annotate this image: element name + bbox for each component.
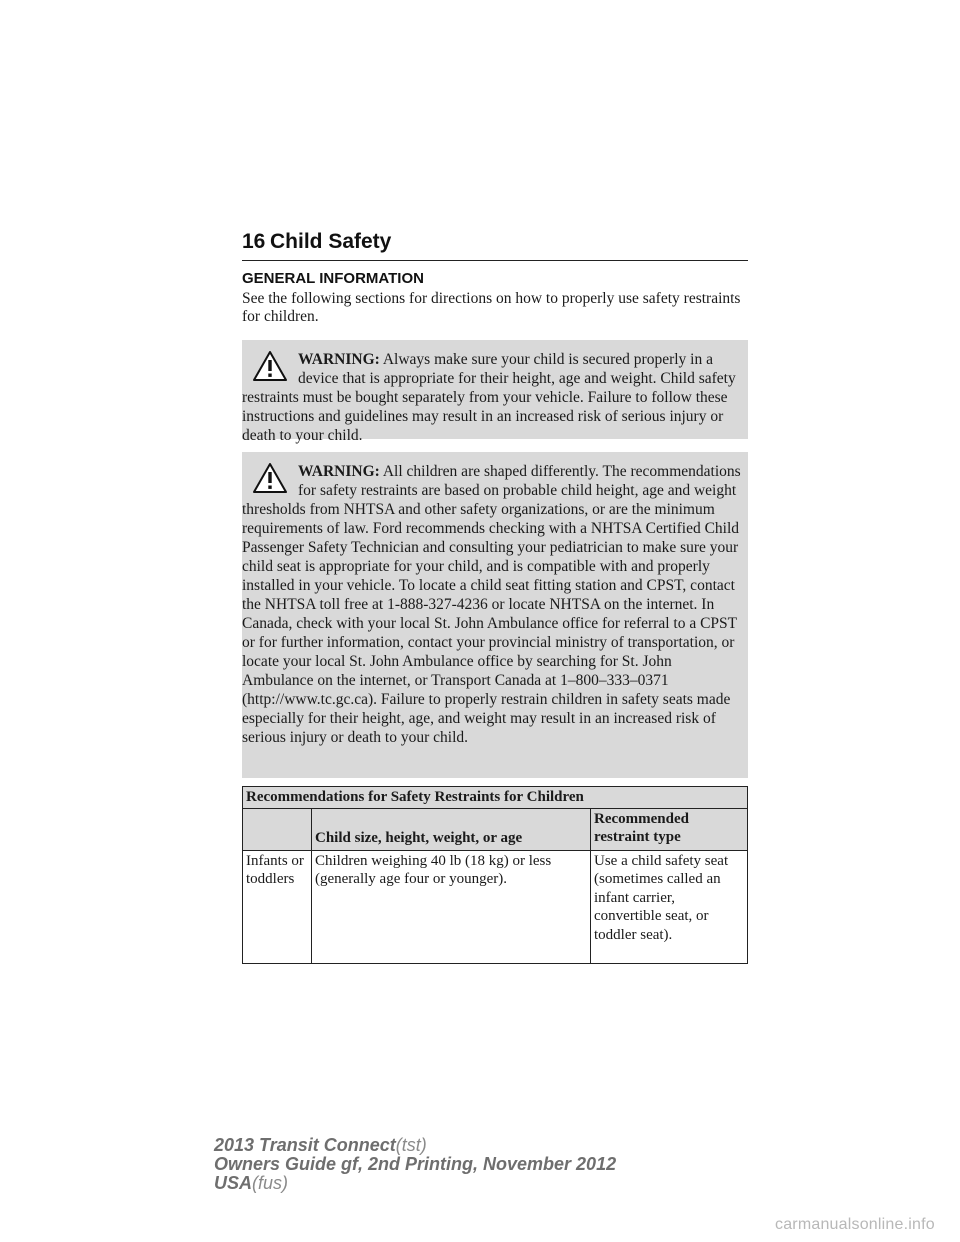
column-header-category: [243, 808, 312, 850]
watermark: carmanualsonline.info: [775, 1216, 935, 1233]
table-cell: Children weighing 40 lb (18 kg) or less (generally age four or younger).: [312, 850, 591, 963]
warning-box: [242, 452, 748, 778]
section-heading: GENERAL INFORMATION: [242, 270, 424, 287]
footer-market-code: (fus): [252, 1173, 289, 1193]
document-footer: [214, 1136, 616, 1193]
table-header-row: [243, 808, 748, 850]
footer-model-code: (tst): [395, 1135, 427, 1155]
table-caption: Recommendations for Safety Restraints for Children: [243, 787, 748, 809]
column-header-child-size: Child size, height, weight, or age: [312, 808, 591, 850]
warning-label: WARNING:: [298, 463, 380, 480]
column-header-restraint-type: Recommended restraint type: [591, 808, 748, 850]
footer-model: 2013 Transit Connect: [214, 1135, 396, 1155]
table-row: [243, 850, 748, 963]
warning-body-text: child height, age and weight thresholds from NHTSA and other safety organizations, or are the minimum requirements of law. Ford recommends checking with a NHTSA Certified Child Passenger Safety Technician and consulting your pediatrician to make sure your child seat is appropriate for your child, and is compatible with and properly installed in your vehicle. To locate a child seat fitting station and CPST, contact the NHTSA toll free at 1-888-327-4236 or locate NHTSA on the internet. In Canada, check with your local St. John Ambulance office for referral to a CPST or for further information, contact your provincial ministry of transportation, or locate your local St. John Ambulance office by searching for St. John Ambulance on the internet, or Transport Canada at 1–800–333–0371 (http://www.tc.gc.ca). Failure to properly restrain children in safety seats made especially for their height, age, and weight may result in an increased risk of serious injury or death to your child.: [242, 482, 740, 746]
footer-line: Owners Guide gf, 2nd Printing, November 2012: [214, 1154, 617, 1174]
table-cell: Infants or toddlers: [243, 850, 312, 963]
warning-box: [242, 340, 748, 444]
warning-triangle-icon: [252, 350, 288, 382]
warning-text: [242, 452, 742, 747]
warning-triangle-icon: [252, 462, 288, 494]
warning-body-text: safety restraints must be bought separately from your vehicle. Failure to follow these instructions and guidelines may result in an increased risk of serious injury or death to your child.: [242, 370, 736, 444]
recommendations-table: [242, 786, 748, 964]
warning-label: WARNING:: [298, 351, 380, 368]
table-caption-row: [243, 787, 748, 809]
footer-line: [214, 1174, 616, 1193]
chapter-title: Child Safety: [270, 230, 392, 253]
intro-paragraph: See the following sections for directions on how to properly use safety restraints for children.: [242, 290, 741, 325]
warning-lead-text: Always make sure your child is secured properly in a device that is appropriate for their height, age and weight. Child: [298, 351, 713, 387]
table-cell: Use a child safety seat (sometimes called an infant carrier, convertible seat, or toddler seat).: [591, 850, 748, 963]
footer-line: [214, 1136, 616, 1155]
page-number: 16: [242, 230, 266, 253]
footer-market: USA: [214, 1173, 253, 1193]
warning-text: [242, 340, 742, 445]
warning-lead-text: All children are shaped differently. The recommendations for safety restraints are based on probable: [298, 463, 741, 499]
page-header: [242, 228, 748, 261]
